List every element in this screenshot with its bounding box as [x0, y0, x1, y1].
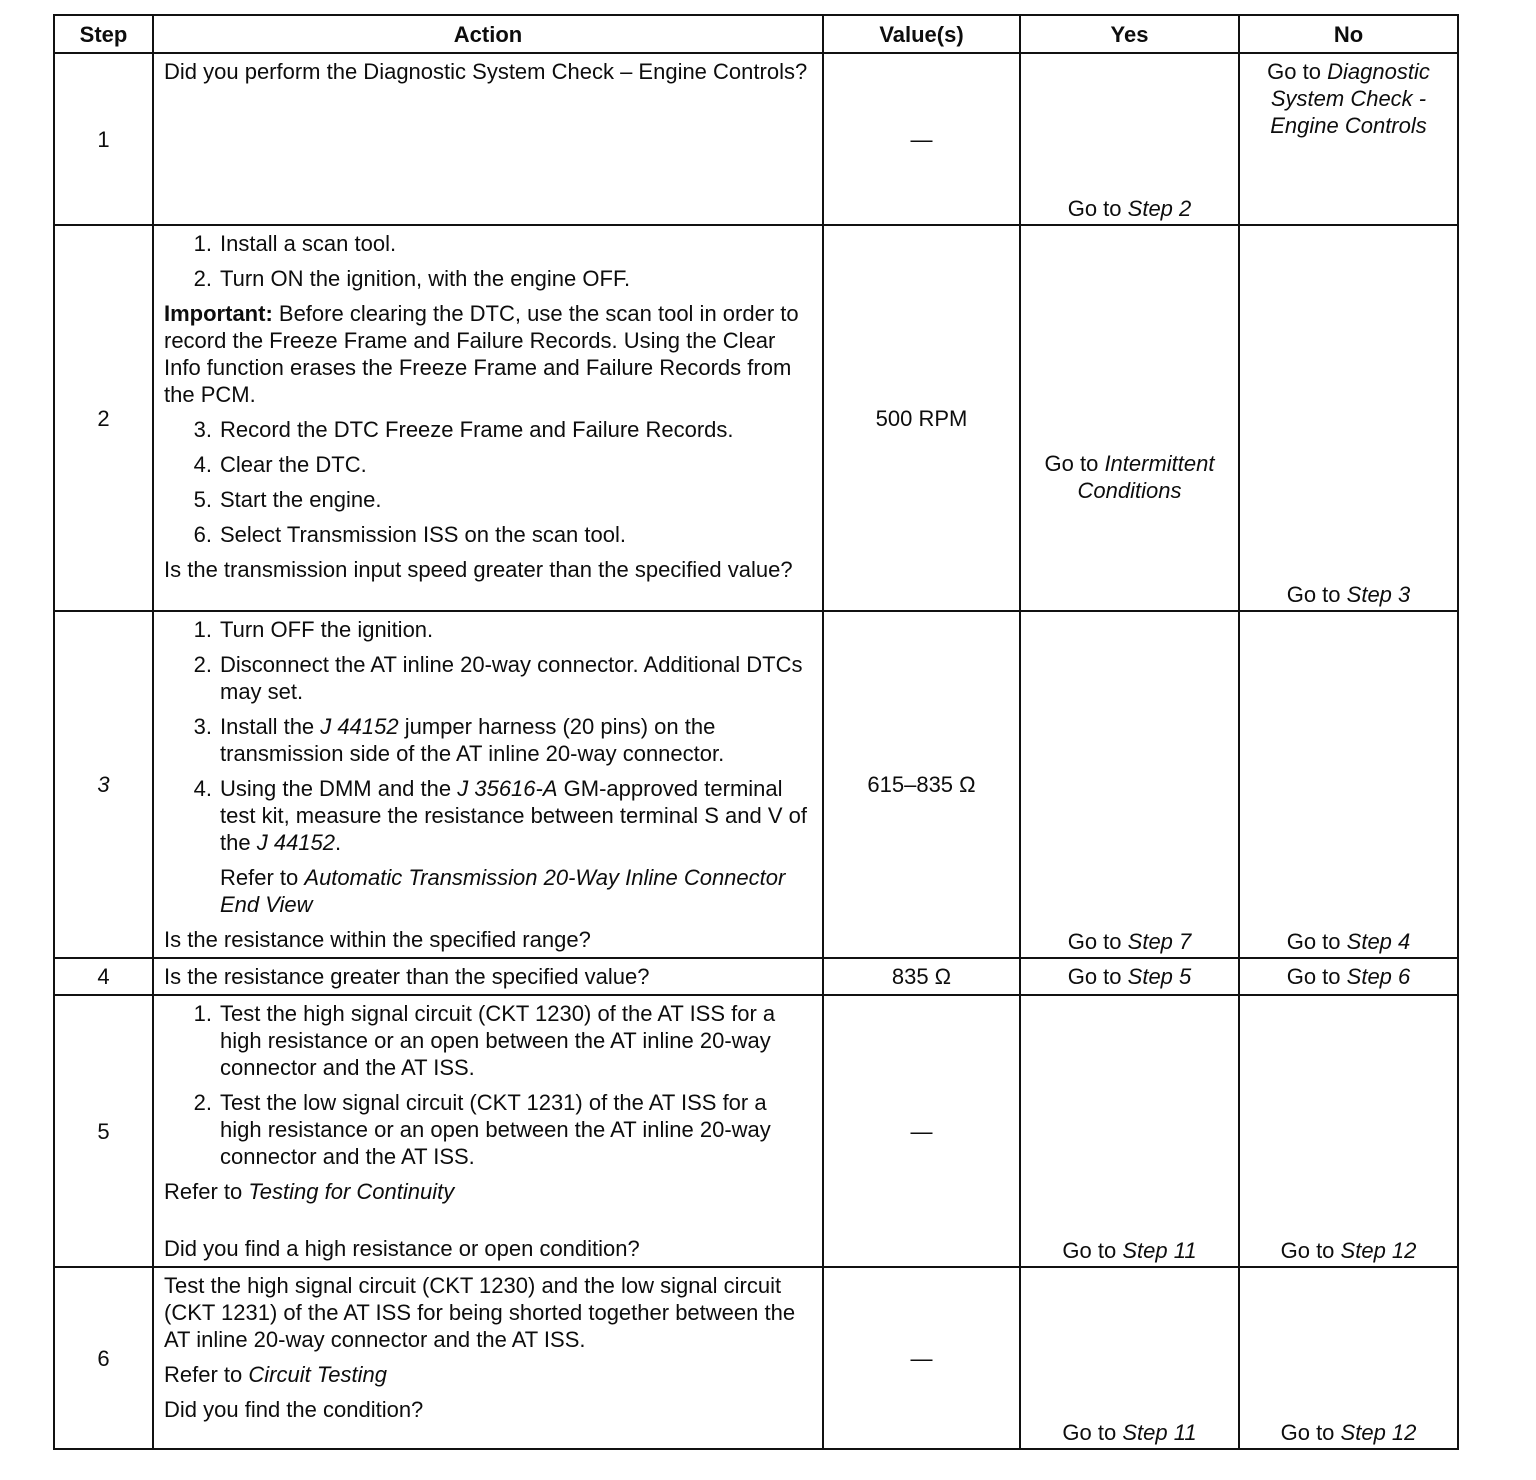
list-number: 1. [193, 231, 212, 256]
value-cell: — [823, 1267, 1020, 1449]
list-text-mid: GM-approved terminal test kit, measure the resistance between terminal S and V of the [220, 776, 807, 855]
list-number: 3. [193, 714, 212, 739]
list-text: Start the engine. [220, 487, 382, 512]
table-row [54, 958, 1458, 995]
step-number: 2 [54, 225, 153, 611]
list-number: 3. [193, 417, 212, 442]
action-list [164, 1000, 810, 1170]
no-cell [1239, 225, 1458, 611]
action-list-item [164, 265, 810, 292]
tool-reference: J 44152 [320, 714, 399, 739]
goto-link-step-6[interactable]: Step 6 [1346, 964, 1411, 989]
list-number: 5. [193, 487, 212, 512]
refer-link-connector-end-view[interactable]: Automatic Transmission 20-Way Inline Connector End View [220, 865, 786, 917]
action-list-item [164, 713, 810, 767]
list-text: Record the DTC Freeze Frame and Failure Records. [220, 417, 734, 442]
header-action: Action [153, 15, 823, 53]
action-question: Is the transmission input speed greater than the specified value? [164, 557, 793, 582]
list-text-pre: Using the DMM and the [220, 776, 452, 801]
no-cell [1239, 53, 1458, 225]
action-question: Did you find the condition? [164, 1397, 424, 1422]
list-number: 2. [193, 652, 212, 677]
refer-note [164, 1361, 810, 1388]
table-row [54, 995, 1458, 1267]
header-step: Step [54, 15, 153, 53]
goto-prefix: Go to [1062, 1238, 1117, 1263]
action-list-item [164, 451, 810, 478]
action-question: Is the resistance within the specified range? [164, 927, 591, 952]
table-row [54, 1267, 1458, 1449]
step-number: 3 [54, 611, 153, 958]
action-question: Is the resistance greater than the specified value? [164, 964, 650, 989]
goto-prefix: Go to [1280, 1238, 1335, 1263]
action-list-item [164, 1000, 810, 1081]
step-number: 1 [54, 53, 153, 225]
action-list-item [164, 416, 810, 443]
refer-note [164, 864, 810, 918]
goto-link-step-2[interactable]: Step 2 [1127, 196, 1192, 221]
yes-cell [1020, 1267, 1239, 1449]
goto-prefix: Go to [1267, 59, 1321, 84]
list-text: Disconnect the AT inline 20-way connector. Additional DTCs may set. [220, 652, 803, 704]
goto-link-step-5[interactable]: Step 5 [1127, 964, 1192, 989]
goto-prefix: Go to [1286, 582, 1341, 607]
important-text: Before clearing the DTC, use the scan tool in order to record the Freeze Frame and Failure Records. Using the Clear Info function erases the Freeze Frame and Failure Records from the PCM. [164, 301, 799, 407]
header-values: Value(s) [823, 15, 1020, 53]
action-question: Did you find a high resistance or open condition? [164, 1236, 640, 1261]
goto-prefix: Go to [1280, 1420, 1335, 1445]
action-list-item [164, 486, 810, 513]
tool-reference: J 35616-A [457, 776, 558, 801]
list-text: Test the high signal circuit (CKT 1230) of the AT ISS for a high resistance or an open between the AT inline 20-way connector and the AT ISS. [220, 1001, 776, 1080]
goto-prefix: Go to [1286, 964, 1341, 989]
step-number: 5 [54, 995, 153, 1267]
action-list-item [164, 1089, 810, 1170]
important-label: Important: [164, 301, 273, 326]
action-list [164, 230, 810, 292]
goto-link-step-3[interactable]: Step 3 [1346, 582, 1411, 607]
goto-prefix: Go to [1062, 1420, 1117, 1445]
goto-prefix: Go to [1286, 929, 1341, 954]
action-text: Did you perform the Diagnostic System Check – Engine Controls? [164, 59, 808, 84]
refer-link-testing-for-continuity[interactable]: Testing for Continuity [248, 1179, 455, 1204]
action-list [164, 416, 810, 548]
list-text-pre: Install the [220, 714, 315, 739]
important-note [164, 300, 810, 408]
action-cell [153, 225, 823, 611]
list-number: 6. [193, 522, 212, 547]
goto-link-intermittent-conditions[interactable]: Intermittent Conditions [1077, 451, 1215, 503]
list-text-post: jumper harness (20 pins) on the transmission side of the AT inline 20-way connector. [220, 714, 725, 766]
action-list-item [164, 616, 810, 643]
action-cell [153, 1267, 823, 1449]
value-cell: 615–835 Ω [823, 611, 1020, 958]
no-cell [1239, 958, 1458, 995]
diagnostic-table [53, 14, 1459, 1450]
refer-prefix: Refer to [164, 1179, 243, 1204]
yes-cell [1020, 958, 1239, 995]
action-cell [153, 53, 823, 225]
goto-link-step-11[interactable]: Step 11 [1122, 1420, 1197, 1445]
step-number: 4 [54, 958, 153, 995]
header-yes: Yes [1020, 15, 1239, 53]
action-list-item [164, 775, 810, 856]
value-cell: 835 Ω [823, 958, 1020, 995]
list-text: Turn OFF the ignition. [220, 617, 434, 642]
list-number: 2. [193, 266, 212, 291]
value-cell: — [823, 995, 1020, 1267]
goto-link-step-7[interactable]: Step 7 [1127, 929, 1192, 954]
action-cell [153, 611, 823, 958]
refer-prefix: Refer to [164, 1362, 243, 1387]
list-text: Select Transmission ISS on the scan tool. [220, 522, 626, 547]
yes-cell [1020, 225, 1239, 611]
goto-prefix: Go to [1067, 196, 1122, 221]
list-number: 1. [193, 1001, 212, 1026]
refer-link-circuit-testing[interactable]: Circuit Testing [248, 1362, 387, 1387]
list-number: 4. [193, 452, 212, 477]
no-cell [1239, 1267, 1458, 1449]
list-number: 2. [193, 1090, 212, 1115]
goto-link-diagnostic-system-check[interactable]: Diagnostic System Check - Engine Controls [1270, 59, 1430, 138]
spacer [164, 1213, 810, 1235]
action-text: Test the high signal circuit (CKT 1230) and the low signal circuit (CKT 1231) of the AT ISS for being shorted together between the AT inline 20-way connector and the AT ISS. [164, 1273, 796, 1352]
refer-prefix: Refer to [220, 865, 299, 890]
no-cell [1239, 995, 1458, 1267]
goto-link-step-12[interactable]: Step 12 [1340, 1420, 1417, 1445]
refer-note [164, 1178, 810, 1205]
list-number: 1. [193, 617, 212, 642]
table-row [54, 611, 1458, 958]
list-text: Install a scan tool. [220, 231, 397, 256]
header-row [54, 15, 1458, 53]
action-list-item [164, 651, 810, 705]
yes-cell [1020, 995, 1239, 1267]
action-list [164, 616, 810, 856]
list-number: 4. [193, 776, 212, 801]
table-row [54, 225, 1458, 611]
goto-prefix: Go to [1044, 451, 1099, 476]
goto-link-step-11[interactable]: Step 11 [1122, 1238, 1197, 1263]
header-no: No [1239, 15, 1458, 53]
list-text: Clear the DTC. [220, 452, 367, 477]
list-text-post: . [335, 830, 342, 855]
yes-cell [1020, 611, 1239, 958]
action-list-item [164, 521, 810, 548]
tool-reference: J 44152 [256, 830, 336, 855]
goto-prefix: Go to [1067, 929, 1122, 954]
no-cell [1239, 611, 1458, 958]
goto-prefix: Go to [1067, 964, 1122, 989]
value-cell: — [823, 53, 1020, 225]
step-number: 6 [54, 1267, 153, 1449]
value-cell: 500 RPM [823, 225, 1020, 611]
yes-cell [1020, 53, 1239, 225]
list-text: Turn ON the ignition, with the engine OFF. [220, 266, 631, 291]
table-row [54, 53, 1458, 225]
action-list-item [164, 230, 810, 257]
goto-link-step-4[interactable]: Step 4 [1346, 929, 1411, 954]
action-cell [153, 995, 823, 1267]
action-cell [153, 958, 823, 995]
list-text: Test the low signal circuit (CKT 1231) of the AT ISS for a high resistance or an open between the AT inline 20-way connector and the AT ISS. [220, 1090, 771, 1169]
goto-link-step-12[interactable]: Step 12 [1340, 1238, 1417, 1263]
